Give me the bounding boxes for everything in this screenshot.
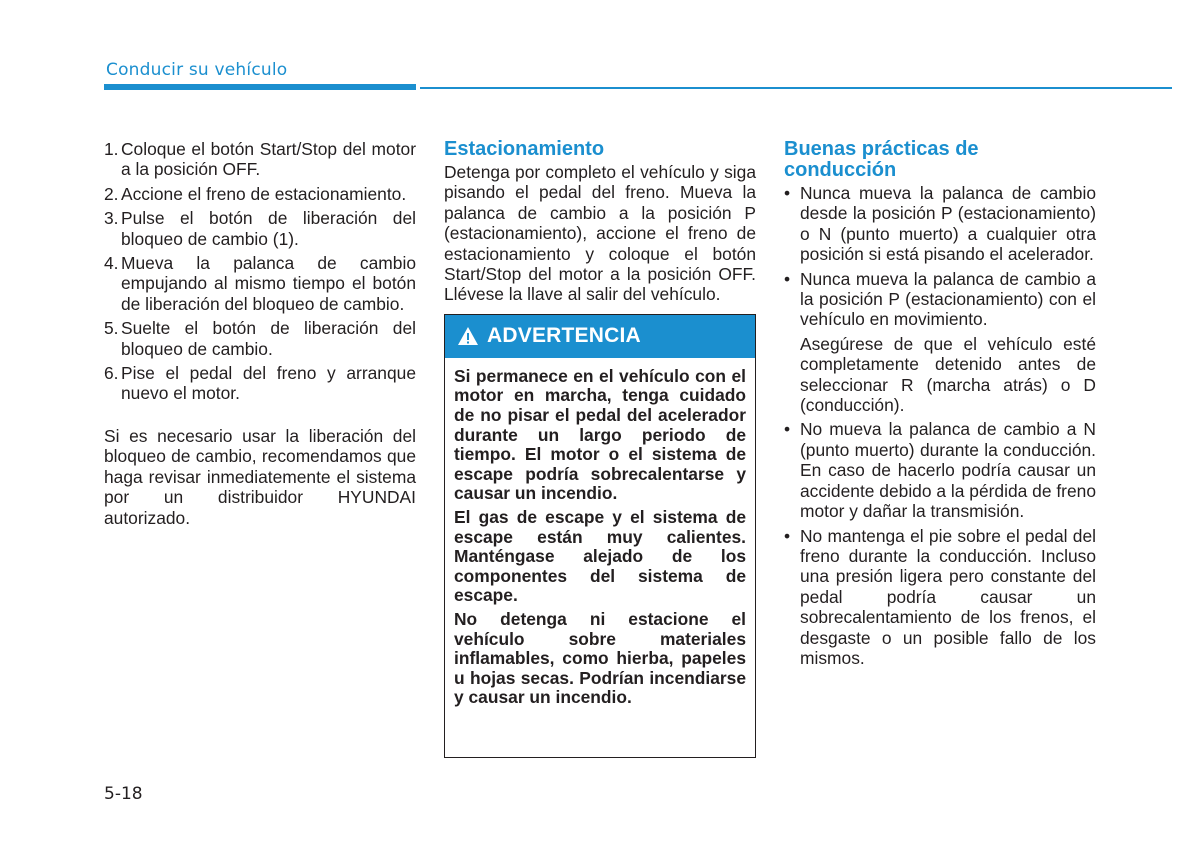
step-list [104, 139, 416, 404]
list-item [784, 269, 1096, 330]
column-middle [444, 139, 756, 758]
step-text: Pulse el botón de liberación del bloqueo de cambio (1). [121, 208, 416, 249]
warning-paragraph: Si permanece en el vehículo con el motor en marcha, tenga cuidado de no pisar el pedal del acelerador durante un largo periodo de tiempo. El motor o el sistema de escape podría sobrecalentarse y causar un incendio. [454, 365, 746, 504]
step-text: Suelte el botón de liberación del bloqueo de cambio. [121, 318, 416, 359]
step-number: 1. [104, 139, 119, 159]
step-number: 4. [104, 253, 119, 274]
list-item [784, 419, 1096, 521]
warning-paragraph: No detenga ni estacione el vehículo sobre materiales inflamables, como hierba, papeles u hojas secas. Podrían incendiarse y causar un incendio. [454, 608, 746, 708]
header-rule-thick [104, 84, 416, 90]
parking-text: Detenga por completo el vehículo y siga pisando el pedal del freno. Mueva la palanca de cambio a la posición P (estacionamiento), accione el freno de estacionamiento y coloque el botón Start/Stop del motor a la posición OFF. Llévese la llave al salir del vehículo. [444, 162, 756, 305]
step-text: Accione el freno de estacionamiento. [121, 183, 407, 204]
column-left [104, 139, 416, 528]
parking-heading: Estacionamiento [444, 138, 605, 160]
list-item-text: No mantenga el pie sobre el pedal del freno durante la conducción. Incluso una presión ligera pero constante del pedal podría causar un sobrecalentamiento de los frenos, el desgaste o un posible fallo de los mismos. [800, 525, 1096, 668]
step-number: 3. [104, 208, 119, 229]
warning-triangle-icon [457, 326, 479, 346]
warning-box [444, 314, 756, 758]
practice-list [784, 183, 1096, 668]
list-item [784, 183, 1096, 265]
warning-header [445, 315, 755, 358]
list-item-text: No mueva la palanca de cambio a N (punto muerto) durante la conducción. En caso de hacerlo podría causar un accidente debido a la pérdida de freno motor y dañar la transmisión. [800, 419, 1096, 522]
section-title: Conducir su vehículo [106, 60, 288, 80]
step-text: Coloque el botón Start/Stop del motor a la posición OFF. [121, 139, 416, 180]
bullet-mark: • [784, 183, 791, 203]
bullet-mark: • [784, 268, 791, 289]
warning-label: ADVERTENCIA [487, 324, 641, 348]
good-practices-heading: Buenas prácticas de conducción [784, 138, 979, 181]
step-item [104, 253, 416, 314]
step-number: 6. [104, 363, 119, 384]
list-sub-note: Asegúrese de que el vehículo esté completamente detenido antes de seleccionar R (marcha atrás) o D (conducción). [800, 333, 1096, 416]
step-item [104, 318, 416, 359]
step-item [104, 184, 416, 204]
bullet-mark: • [784, 525, 791, 546]
bullet-mark: • [784, 419, 791, 440]
step-text: Pise el pedal del freno y arranque nuevo el motor. [121, 363, 416, 404]
step-item [104, 139, 416, 180]
step-item [104, 208, 416, 249]
header-rule-thin [420, 87, 1172, 89]
warning-paragraph: El gas de escape y el sistema de escape están muy calientes. Manténgase alejado de los componentes del sistema de escape. [454, 507, 746, 606]
warning-body [445, 358, 755, 708]
step-text: Mueva la palanca de cambio empujando al mismo tiempo el botón de liberación del bloqueo de cambio. [121, 253, 416, 314]
list-item [784, 526, 1096, 669]
list-item-text: Nunca mueva la palanca de cambio a la posición P (estacionamiento) con el vehículo en movimiento. [800, 268, 1096, 330]
step-number: 2. [104, 183, 119, 204]
step-item [104, 363, 416, 404]
step-number: 5. [104, 318, 119, 339]
shift-lock-note: Si es necesario usar la liberación del bloqueo de cambio, recomendamos que haga revisar inmediatemente el sistema por un distribuidor HYUNDAI autorizado. [104, 425, 416, 528]
column-right [784, 139, 1096, 672]
list-item-text: Nunca mueva la palanca de cambio desde la posición P (estacionamiento) o N (punto muerto) a cualquier otra posición si está pisando el acelerador. [800, 183, 1096, 265]
page-number: 5-18 [104, 784, 143, 804]
